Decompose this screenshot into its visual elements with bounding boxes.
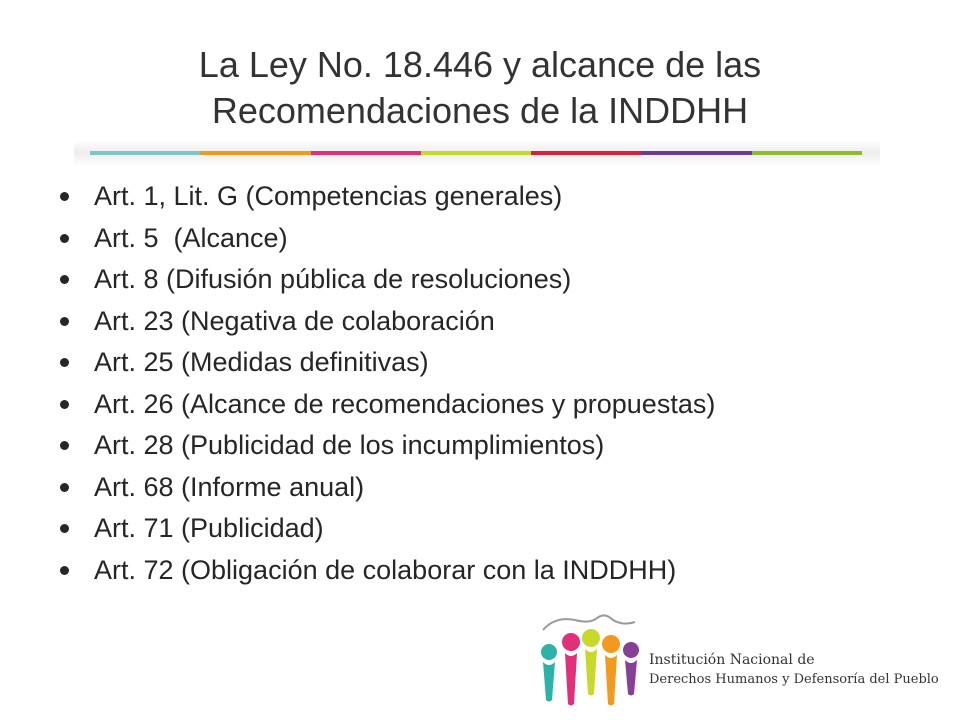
rule-segment-7 xyxy=(752,151,862,155)
bullet-item xyxy=(60,425,920,467)
logo-figure-head xyxy=(582,629,600,647)
logo-text xyxy=(649,650,949,690)
bullet-item xyxy=(60,550,920,592)
bullet-dot-icon xyxy=(60,192,69,201)
bullet-text: Art. 1, Lit. G (Competencias generales) xyxy=(94,181,563,211)
rule-segment-2 xyxy=(200,151,310,155)
slide-title xyxy=(60,42,900,134)
title-line-2: Recomendaciones de la INDDHH xyxy=(211,90,749,131)
bullet-dot-icon xyxy=(60,275,69,284)
bullet-item xyxy=(60,176,920,218)
logo-figure-body xyxy=(585,649,597,696)
logo-figure-body xyxy=(605,655,617,706)
rule-segment-6 xyxy=(641,151,751,155)
bullet-item xyxy=(60,259,920,301)
bullet-text: Art. 8 (Difusión pública de resoluciones) xyxy=(94,264,572,294)
title-line-1: La Ley No. 18.446 y alcance de las xyxy=(198,44,762,85)
bullet-dot-icon xyxy=(60,566,69,575)
logo-figures xyxy=(541,629,639,706)
bullet-text: Art. 26 (Alcance de recomendaciones y propuestas) xyxy=(94,388,716,419)
bullet-item xyxy=(60,467,920,509)
bullet-text: Art. 5 (Alcance) xyxy=(94,222,288,253)
bullet-item xyxy=(60,218,920,260)
bullet-item xyxy=(60,301,920,343)
logo-figure-body xyxy=(565,653,577,706)
bullet-item xyxy=(60,384,920,426)
bullet-list xyxy=(60,176,920,591)
logo-figure-head xyxy=(602,635,620,653)
bullet-dot-icon xyxy=(60,400,69,409)
rule-segment-5 xyxy=(531,151,641,155)
title-color-rule xyxy=(90,151,862,155)
inddhh-logo xyxy=(535,608,955,712)
bullet-dot-icon xyxy=(60,441,69,450)
logo-figure-head xyxy=(541,644,557,660)
bullet-dot-icon xyxy=(60,483,69,492)
logo-figure-body xyxy=(625,660,637,696)
logo-figure-body xyxy=(543,662,555,702)
logo-line-1: Institución Nacional de xyxy=(649,652,815,668)
bullet-dot-icon xyxy=(60,358,69,367)
inddhh-figures-icon xyxy=(535,608,645,712)
bullet-dot-icon xyxy=(60,524,69,533)
bullet-item xyxy=(60,508,920,550)
logo-figure-head xyxy=(562,633,580,651)
rule-segment-1 xyxy=(90,151,200,155)
bullet-text: Art. 71 (Publicidad) xyxy=(94,513,324,543)
bullet-text: Art. 28 (Publicidad de los incumplimientos) xyxy=(94,430,605,460)
rule-segment-3 xyxy=(311,151,421,155)
bullet-text: Art. 25 (Medidas definitivas) xyxy=(94,347,429,377)
bullet-text: Art. 72 (Obligación de colaborar con la INDDHH) xyxy=(94,554,677,585)
bullet-dot-icon xyxy=(60,234,69,243)
rule-segment-4 xyxy=(421,151,531,155)
bullet-dot-icon xyxy=(60,317,69,326)
bullet-text: Art. 68 (Informe anual) xyxy=(94,471,365,502)
bullet-item xyxy=(60,342,920,384)
logo-figure-head xyxy=(623,642,639,658)
bullet-text: Art. 23 (Negativa de colaboración xyxy=(94,305,495,336)
logo-line-2: Derechos Humanos y Defensoría del Pueblo xyxy=(649,672,939,687)
